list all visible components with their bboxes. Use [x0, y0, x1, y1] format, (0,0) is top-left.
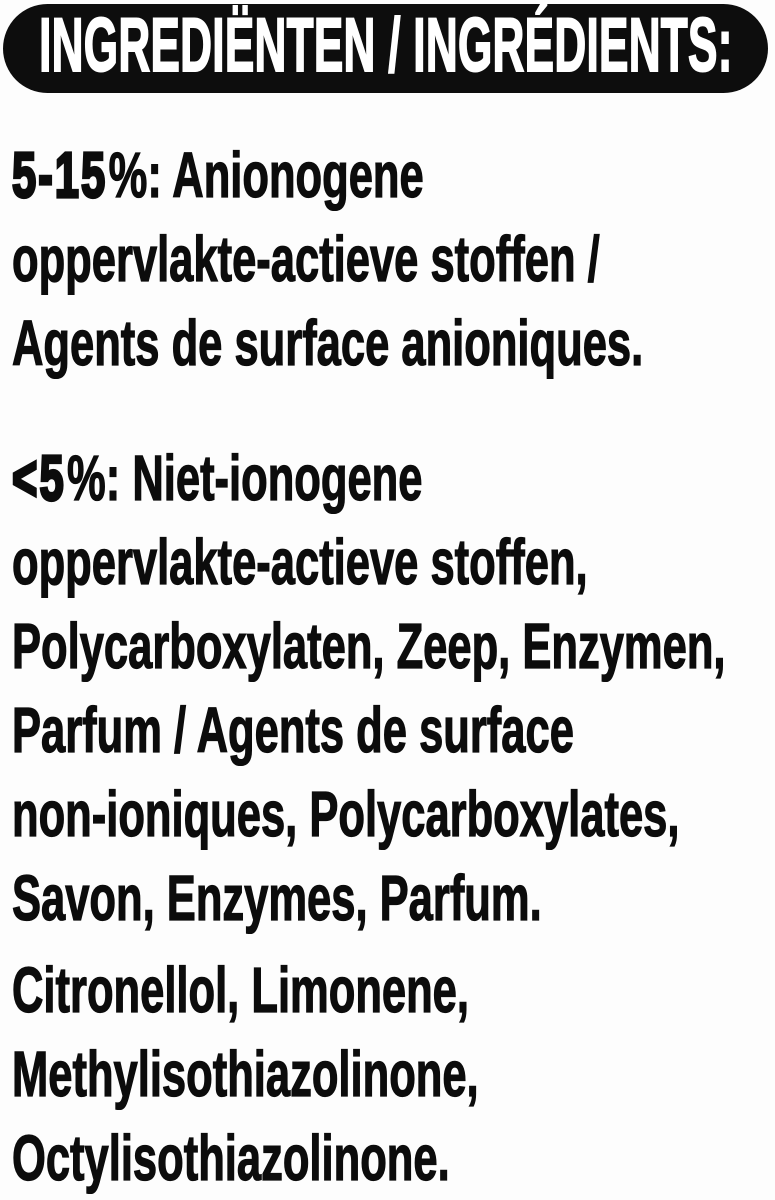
label-line [12, 133, 643, 217]
line-text: non-ioniques, Polycarboxylates, [12, 778, 680, 850]
label-line [12, 436, 725, 520]
ingredients-header-title: INGREDIËNTEN / INGRÉDIENTS: [38, 2, 733, 88]
label-line [12, 856, 725, 940]
line-text: oppervlakte-actieve stoffen / [12, 223, 600, 295]
label-line [12, 688, 725, 772]
label-line [12, 604, 725, 688]
line-text: Methylisothiazolinone, [12, 1038, 479, 1110]
line-text: oppervlakte-actieve stoffen, [12, 526, 588, 598]
line-text: Parfum / Agents de surface [12, 694, 574, 766]
line-text: %: Anionogene [108, 139, 424, 211]
line-text: %: Niet-ionogene [67, 442, 423, 514]
percentage-range-under-5: <5 [12, 442, 66, 514]
line-text: Polycarboxylaten, Zeep, Enzymen, [12, 610, 726, 682]
label-line [12, 948, 479, 1032]
label-line [12, 301, 643, 385]
line-text: Citronellol, Limonene, [12, 954, 469, 1026]
line-text: Octylisothiazolinone. [12, 1122, 450, 1194]
paragraph-anionic-surfactants [12, 133, 775, 385]
ingredients-header-pill [3, 4, 768, 93]
label-line [12, 1116, 479, 1200]
label-line [12, 1032, 479, 1116]
paragraph-under-5-percent [12, 436, 775, 940]
label-line [12, 520, 725, 604]
label-line [12, 217, 643, 301]
paragraph-allergens [12, 948, 698, 1200]
percentage-range-5-15: 5-15 [12, 139, 108, 211]
label-line [12, 772, 725, 856]
line-text: Agents de surface anioniques. [12, 307, 644, 379]
line-text: Savon, Enzymes, Parfum. [12, 862, 542, 934]
